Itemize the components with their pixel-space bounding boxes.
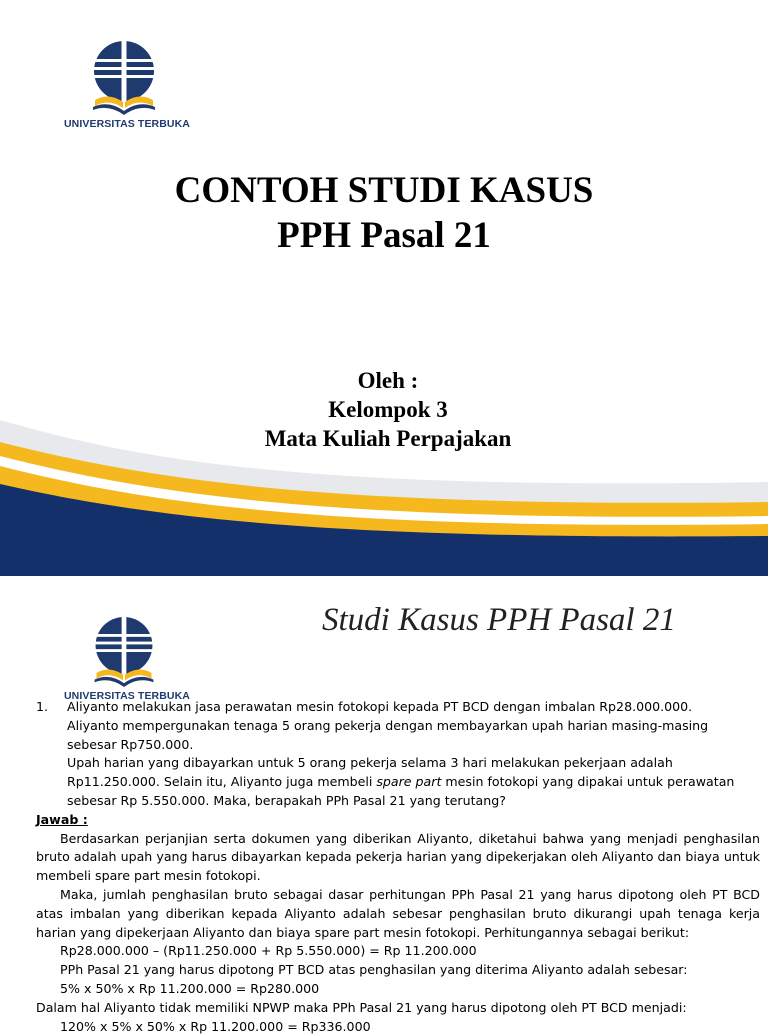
- question-item: [36, 698, 760, 811]
- cover-title: [0, 168, 768, 258]
- question-line3: [67, 754, 760, 810]
- author-block: [0, 366, 776, 453]
- university-name-small: UNIVERSITAS TERBUKA: [64, 690, 190, 702]
- case-study-slide: [0, 576, 768, 1034]
- course-name: Mata Kuliah Perpajakan: [264, 426, 512, 451]
- university-emblem-icon: [91, 40, 157, 116]
- cover-title-line2: PPH Pasal 21: [277, 215, 491, 256]
- answer-para2: Maka, jumlah penghasilan bruto sebagai dasar perhitungan PPh Pasal 21 yang harus dipotong oleh PT BCD atas imbalan yang diberikan kepada Aliyanto adalah sebesar penghasilan bruto dikurangi upah tenaga kerja harian yang dipekerjaan Aliyanto dan biaya spare part mesin fotokopi. Perhitungannya sebagai berikut:: [36, 886, 760, 940]
- university-logo: [64, 40, 190, 130]
- question-line3-text: Upah harian yang dibayarkan untuk 5 orang pekerja selama 3 hari melakukan pekerjaan adalah Rp11.250.000. Selain itu, Aliyanto juga membeli: [67, 755, 673, 790]
- slide-title: Studi Kasus PPH Pasal 21: [322, 602, 676, 638]
- by-label: Oleh :: [357, 368, 419, 393]
- question-line1: Aliyanto melakukan jasa perawatan mesin fotokopi kepada PT BCD dengan imbalan Rp28.000.000.: [67, 699, 693, 714]
- question-line3-tail: mesin fotokopi yang dipakai untuk perawatan sebesar Rp 5.550.000. Maka, berapakah PPh Pasal 21 yang terutang?: [67, 774, 735, 808]
- calc-line2: PPh Pasal 21 yang harus dipotong PT BCD atas penghasilan yang diterima Aliyanto adalah sebesar:: [60, 962, 688, 978]
- answer-para1: Berdasarkan perjanjian serta dokumen yang diberikan Aliyanto, diketahui bahwa yang menjadi penghasilan bruto adalah upah yang harus dibayarkan kepada pekerja harian yang dipekerjakan oleh Aliyanto dan biaya untuk membeli spare part mesin fotokopi.: [36, 830, 760, 884]
- answer-para3: Dalam hal Aliyanto tidak memiliki NPWP maka PPh Pasal 21 yang harus dipotong oleh PT BCD menjadi:: [36, 999, 687, 1015]
- university-emblem-icon: [92, 616, 156, 688]
- answer-label: Jawab :: [36, 811, 88, 827]
- case-content: [36, 698, 760, 1034]
- spare-part-term: spare part: [376, 774, 442, 790]
- university-name: UNIVERSITAS TERBUKA: [64, 118, 190, 130]
- question-line2: Aliyanto mempergunakan tenaga 5 orang pekerja dengan membayarkan upah harian masing-masing sebesar Rp750.000.: [67, 717, 709, 752]
- calc-line1: Rp28.000.000 – (Rp11.250.000 + Rp 5.550.000) = Rp 11.200.000: [60, 943, 477, 959]
- question-number: 1.: [36, 699, 49, 714]
- calc-line4: 120% x 5% x 50% x Rp 11.200.000 = Rp336.000: [60, 1018, 371, 1034]
- cover-title-line1: CONTOH STUDI KASUS: [174, 170, 594, 211]
- group-name: Kelompok 3: [328, 397, 448, 422]
- calc-line3: 5% x 50% x Rp 11.200.000 = Rp280.000: [60, 980, 320, 996]
- university-logo-small: [64, 616, 190, 702]
